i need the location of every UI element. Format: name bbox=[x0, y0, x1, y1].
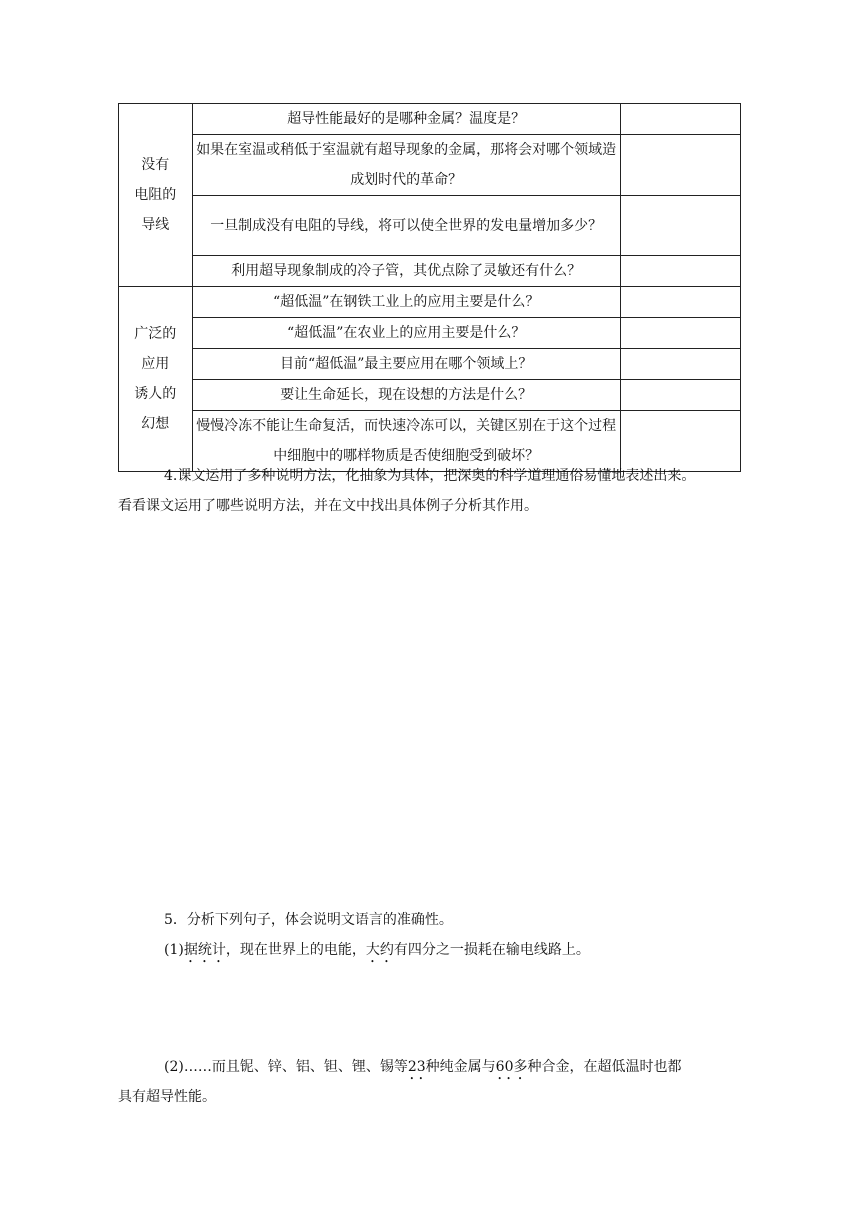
question-cell: “超低温”在钢铁工业上的应用主要是什么？ bbox=[192, 287, 620, 318]
question-cell: “超低温”在农业上的应用主要是什么？ bbox=[192, 318, 620, 349]
s1-mid: ，现在世界上的电能， bbox=[225, 942, 366, 958]
answer-cell[interactable] bbox=[620, 380, 740, 411]
answer-cell[interactable] bbox=[620, 196, 740, 256]
q4-line1: 4.课文运用了多种说明方法，化抽象为具体，把深奥的科学道理通俗易懂地表述出来。 bbox=[164, 468, 696, 484]
table-row bbox=[119, 135, 741, 196]
question-cell: 目前“超低温”最主要应用在哪个领域上？ bbox=[192, 349, 620, 380]
question-cell: 利用超导现象制成的冷子管，其优点除了灵敏还有什么？ bbox=[192, 256, 620, 287]
s2-rest: 种合金，在超低温时也都 bbox=[527, 1059, 682, 1075]
question-cell: 超导性能最好的是哪种金属？温度是？ bbox=[192, 104, 620, 135]
answer-cell[interactable] bbox=[620, 349, 740, 380]
table-row bbox=[119, 318, 741, 349]
answer-cell[interactable] bbox=[620, 256, 740, 287]
question-cell: 要让生命延长，现在设想的方法是什么？ bbox=[192, 380, 620, 411]
s2-emphasis-3: 多 bbox=[513, 1059, 528, 1075]
s1-emphasis-1: 据统计 bbox=[183, 942, 226, 958]
question-cell: 如果在室温或稍低于室温就有超导现象的金属，那将会对哪个领域造成划时代的革命？ bbox=[192, 135, 620, 196]
table-row bbox=[119, 104, 741, 135]
answer-cell[interactable] bbox=[620, 135, 740, 196]
answer-cell[interactable] bbox=[620, 318, 740, 349]
s1-prefix: (1) bbox=[164, 942, 184, 958]
s2-mid: 种纯金属与 bbox=[425, 1059, 496, 1075]
s2-prefix: (2)……而且铌、锌、铝、钽、锂、锡等 bbox=[164, 1059, 408, 1075]
s2-emphasis-2: 60 bbox=[495, 1059, 514, 1075]
q5-sentence-1 bbox=[164, 935, 590, 966]
q5-sentence-2 bbox=[164, 1052, 682, 1083]
table-row bbox=[119, 287, 741, 318]
table-row bbox=[119, 256, 741, 287]
question-table bbox=[118, 103, 741, 472]
s1-rest: 有四分之一损耗在输电线路上。 bbox=[393, 942, 590, 958]
answer-cell[interactable] bbox=[620, 287, 740, 318]
table-row bbox=[119, 349, 741, 380]
table-row bbox=[119, 380, 741, 411]
topic-cell-wire: 没有 电阻的 导线 bbox=[119, 104, 193, 287]
s2-emphasis-1: 23 bbox=[407, 1059, 426, 1075]
question-cell: 一旦制成没有电阻的导线，将可以使全世界的发电量增加多少？ bbox=[192, 196, 620, 256]
question-cell: 慢慢冷冻不能让生命复活，而快速冷冻可以，关键区别在于这个过程中细胞中的哪样物质是否使细胞受到破坏？ bbox=[192, 411, 620, 472]
q5-title: 5．分析下列句子，体会说明文语言的准确性。 bbox=[164, 912, 453, 928]
topic-cell-application: 广泛的 应用 诱人的 幻想 bbox=[119, 287, 193, 472]
table-row bbox=[119, 196, 741, 256]
s1-emphasis-2: 大约 bbox=[365, 942, 394, 958]
q5-sentence-2-line2: 具有超导性能。 bbox=[118, 1089, 216, 1105]
answer-cell[interactable] bbox=[620, 104, 740, 135]
q4-line2: 看看课文运用了哪些说明方法，并在文中找出具体例子分析其作用。 bbox=[118, 498, 538, 514]
